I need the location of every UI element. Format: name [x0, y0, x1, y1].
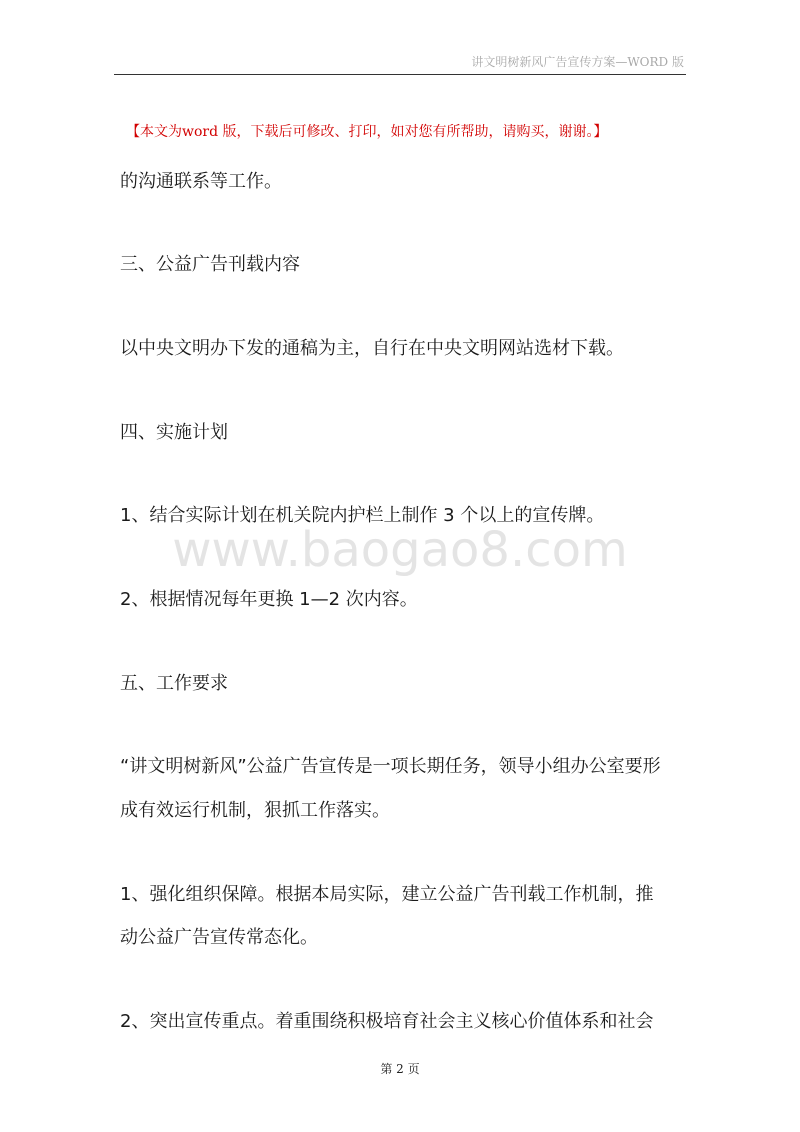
body-paragraph: 动公益广告宣传常态化。 — [120, 927, 318, 948]
section-heading: 四、实施计划 — [120, 422, 228, 443]
body-paragraph: “讲文明树新风”公益广告宣传是一项长期任务，领导小组办公室要形 — [120, 756, 661, 777]
body-paragraph: 1、结合实际计划在机关院内护栏上制作 3 个以上的宣传牌。 — [120, 505, 605, 526]
purchase-notice: 【本文为word 版，下载后可修改、打印，如对您有所帮助，请购买，谢谢。】 — [126, 124, 608, 140]
header-title: 讲文明树新风广告宣传方案—WORD 版 — [471, 55, 684, 69]
section-heading: 五、工作要求 — [120, 673, 228, 694]
body-paragraph: 成有效运行机制，狠抓工作落实。 — [120, 800, 390, 821]
header-divider — [114, 74, 686, 75]
body-paragraph: 的沟通联系等工作。 — [120, 171, 282, 192]
section-heading: 三、公益广告刊载内容 — [120, 254, 300, 275]
page-number: 第 2 页 — [380, 1062, 420, 1076]
body-paragraph: 以中央文明办下发的通稿为主，自行在中央文明网站选材下载。 — [120, 338, 624, 359]
body-paragraph: 2、突出宣传重点。着重围绕积极培育社会主义核心价值体系和社会 — [120, 1011, 654, 1032]
watermark: www.baogao8.com — [172, 522, 628, 578]
body-paragraph: 2、根据情况每年更换 1—2 次内容。 — [120, 589, 418, 610]
body-paragraph: 1、强化组织保障。根据本局实际，建立公益广告刊载工作机制，推 — [120, 884, 654, 905]
